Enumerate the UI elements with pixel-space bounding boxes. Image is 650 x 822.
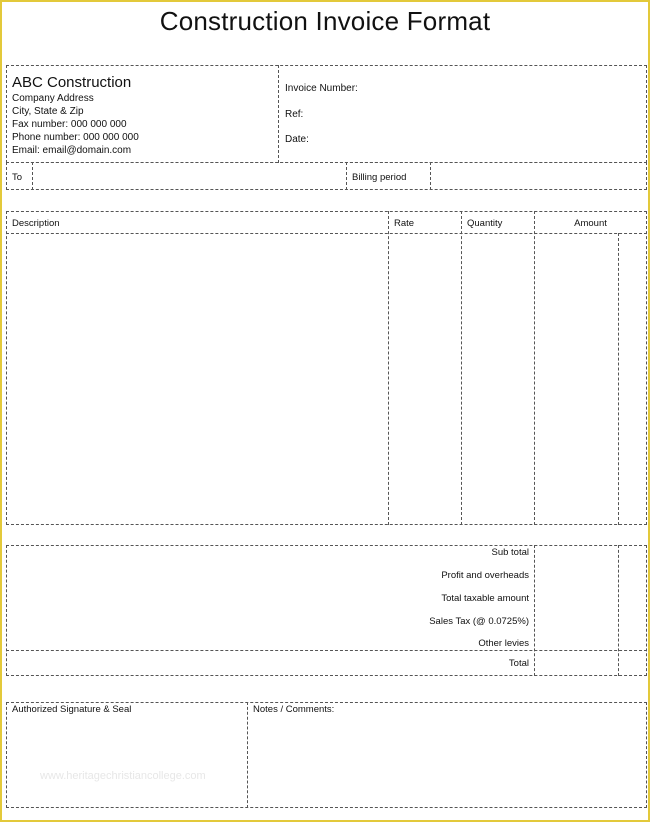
company-fax: Fax number: 000 000 000 bbox=[12, 119, 127, 130]
items-header-rule bbox=[6, 233, 647, 234]
summary-total-rule bbox=[6, 650, 647, 651]
notes-label: Notes / Comments: bbox=[253, 704, 335, 715]
summary-col-cents bbox=[618, 545, 619, 676]
summary-box bbox=[6, 545, 647, 676]
invoice-number-label: Invoice Number: bbox=[285, 83, 358, 94]
header-divider bbox=[278, 65, 279, 163]
items-col-amount bbox=[534, 211, 535, 525]
company-address: Company Address bbox=[12, 93, 94, 104]
summary-other-levies: Other levies bbox=[478, 638, 529, 649]
page-title: Construction Invoice Format bbox=[159, 6, 491, 36]
footer-box bbox=[6, 702, 647, 808]
items-col-quantity bbox=[461, 211, 462, 525]
summary-sales-tax: Sales Tax (@ 0.0725%) bbox=[429, 616, 529, 627]
billing-period-label: Billing period bbox=[352, 172, 407, 183]
summary-subtotal: Sub total bbox=[491, 547, 529, 558]
to-label: To bbox=[12, 172, 23, 183]
billing-divider-2 bbox=[346, 162, 347, 190]
col-quantity: Quantity bbox=[467, 218, 503, 229]
billing-divider-1 bbox=[32, 162, 33, 190]
billing-divider-3 bbox=[430, 162, 431, 190]
company-phone: Phone number: 000 000 000 bbox=[12, 132, 139, 143]
company-name: ABC Construction bbox=[12, 74, 132, 91]
items-table bbox=[6, 211, 647, 525]
summary-col-amount bbox=[534, 545, 535, 676]
items-col-rate bbox=[388, 211, 389, 525]
watermark-text: www.heritagechristiancollege.com bbox=[40, 770, 206, 782]
company-email: Email: email@domain.com bbox=[12, 145, 132, 156]
summary-taxable: Total taxable amount bbox=[441, 593, 529, 604]
signature-label: Authorized Signature & Seal bbox=[12, 704, 132, 715]
invoice-date-label: Date: bbox=[285, 134, 309, 145]
col-rate: Rate bbox=[394, 218, 415, 229]
footer-divider bbox=[247, 702, 248, 808]
items-col-cents bbox=[618, 233, 619, 525]
col-description: Description bbox=[12, 218, 60, 229]
invoice-ref-label: Ref: bbox=[285, 109, 304, 120]
summary-total: Total bbox=[508, 658, 529, 669]
billing-row bbox=[6, 162, 647, 190]
col-amount: Amount bbox=[574, 218, 607, 229]
company-city: City, State & Zip bbox=[12, 106, 84, 117]
summary-profit: Profit and overheads bbox=[441, 570, 529, 581]
